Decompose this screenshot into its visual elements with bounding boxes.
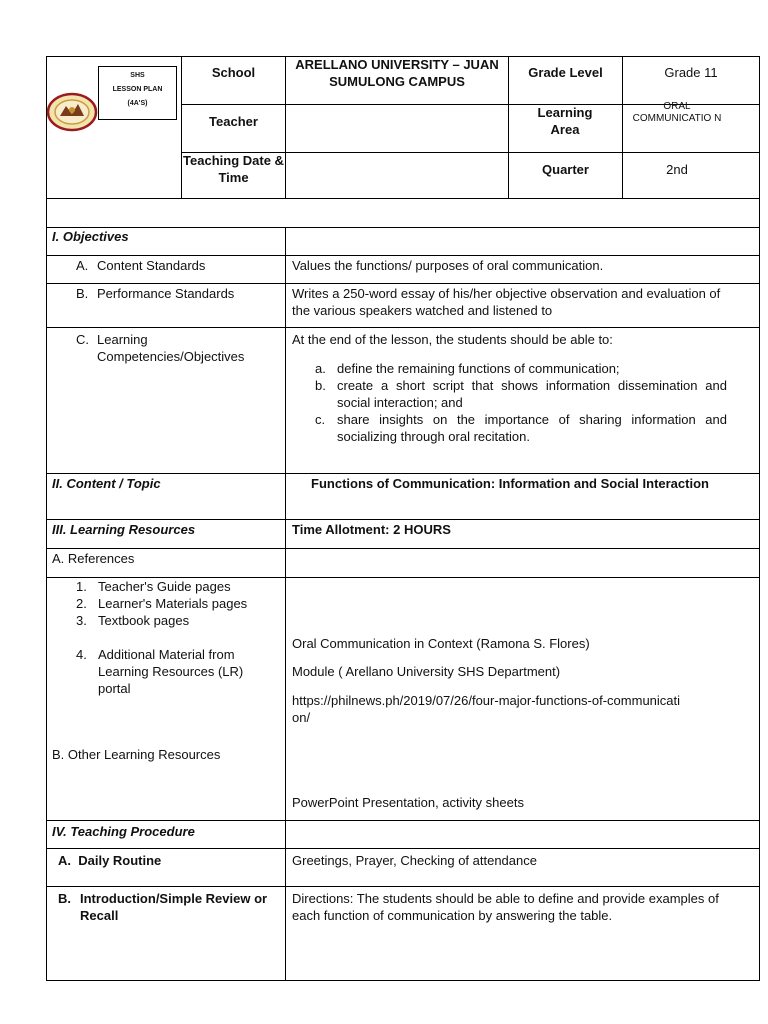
performance-standards-marker: B. (76, 286, 89, 301)
competency-label: Learning Competencies/Objectives (97, 332, 245, 364)
grade-value: Grade 11 (664, 65, 718, 80)
list-marker: 1. (76, 579, 87, 594)
list-text: create a short script that shows information dissemination and social interaction; and (337, 378, 727, 410)
row-border (46, 848, 760, 849)
row-border (46, 255, 760, 256)
content-standards-value: Values the functions/ purposes of oral communication. (292, 258, 604, 273)
area-value: ORAL COMMUNICATIO N (632, 101, 722, 124)
list-text: share insights on the importance of sharing information and socializing through oral recitation. (337, 412, 727, 444)
list-text: Teacher's Guide pages (98, 579, 231, 594)
resources-heading: III. Learning Resources (52, 522, 196, 537)
list-item (76, 646, 258, 697)
content-standards-marker: A. (76, 258, 89, 273)
introduction-label: Introduction/Simple Review or Recall (80, 891, 268, 923)
objectives-heading: I. Objectives (52, 229, 129, 244)
row-border (46, 283, 760, 284)
introduction-value: Directions: The students should be able to define and provide examples of each function of communication by answering the table. (292, 891, 719, 923)
other-resources-label: B. Other Learning Resources (52, 747, 221, 762)
school-value: ARELLANO UNIVERSITY – JUAN SUMULONG CAMPUS (295, 57, 499, 89)
header-bottom-border (46, 198, 760, 199)
list-text: Learner's Materials pages (98, 596, 248, 611)
reference-list (76, 578, 276, 697)
row-border (46, 327, 760, 328)
competency-intro: At the end of the lesson, the students should be able to: (292, 332, 613, 347)
list-text: Additional Material from Learning Resources (LR) portal (98, 647, 244, 696)
right-border (759, 56, 760, 980)
row-border (46, 548, 760, 549)
textbook-value: Oral Communication in Context (Ramona S. Flores) (292, 636, 590, 651)
list-marker: c. (315, 412, 326, 427)
school-label: School (211, 65, 256, 80)
daily-routine-value: Greetings, Prayer, Checking of attendance (292, 853, 537, 868)
bottom-border (46, 980, 760, 981)
body-col-border (285, 227, 286, 980)
header-left-border (46, 56, 47, 980)
topic-value: Functions of Communication: Information and Social Interaction (311, 476, 709, 491)
row-border (46, 473, 760, 474)
teacher-label: Teacher (209, 114, 258, 129)
list-item (76, 595, 276, 612)
lesson-plan-box (98, 66, 177, 120)
competency-list (315, 360, 727, 445)
row-border (46, 519, 760, 520)
list-text: Textbook pages (98, 613, 190, 628)
list-item (315, 411, 727, 445)
quarter-label: Quarter (542, 162, 589, 177)
other-resources-value: PowerPoint Presentation, activity sheets (292, 795, 524, 810)
list-marker: a. (315, 361, 326, 376)
row-border (46, 820, 760, 821)
url-value[interactable]: https://philnews.ph/2019/07/26/four-major-functions-of-communication/ (292, 693, 681, 725)
daily-routine-label: A. Daily Routine (58, 853, 162, 868)
row-border (46, 227, 760, 228)
list-item (315, 377, 727, 411)
list-text: define the remaining functions of communication; (337, 361, 620, 376)
introduction-marker: B. (58, 891, 71, 906)
row-border (46, 886, 760, 887)
list-item (76, 612, 276, 629)
list-item (315, 360, 727, 377)
list-marker: 4. (76, 647, 87, 662)
content-standards-label: Content Standards (97, 258, 206, 273)
grade-label: Grade Level (528, 65, 603, 80)
box-line1: SHS (130, 72, 145, 79)
module-value: Module ( Arellano University SHS Department) (292, 664, 561, 679)
procedure-heading: IV. Teaching Procedure (52, 824, 195, 839)
content-heading: II. Content / Topic (52, 476, 161, 491)
date-label: Teaching Date & Time (183, 153, 284, 185)
performance-standards-value: Writes a 250-word essay of his/her objective observation and evaluation of the various speakers watched and listened to (292, 286, 721, 318)
list-marker: b. (315, 378, 326, 393)
header-col2-border (285, 56, 286, 198)
area-label: Learning Area (537, 105, 593, 137)
references-label: A. References (52, 551, 135, 566)
list-marker: 2. (76, 596, 87, 611)
university-seal-logo (46, 92, 98, 132)
list-marker: 3. (76, 613, 87, 628)
quarter-value: 2nd (666, 162, 688, 177)
box-line3: (4A'S) (127, 100, 148, 107)
competency-marker: C. (76, 332, 89, 347)
performance-standards-label: Performance Standards (97, 286, 235, 301)
box-line2: LESSON PLAN (112, 86, 163, 93)
time-allotment: Time Allotment: 2 HOURS (292, 522, 451, 537)
list-item (76, 578, 276, 595)
